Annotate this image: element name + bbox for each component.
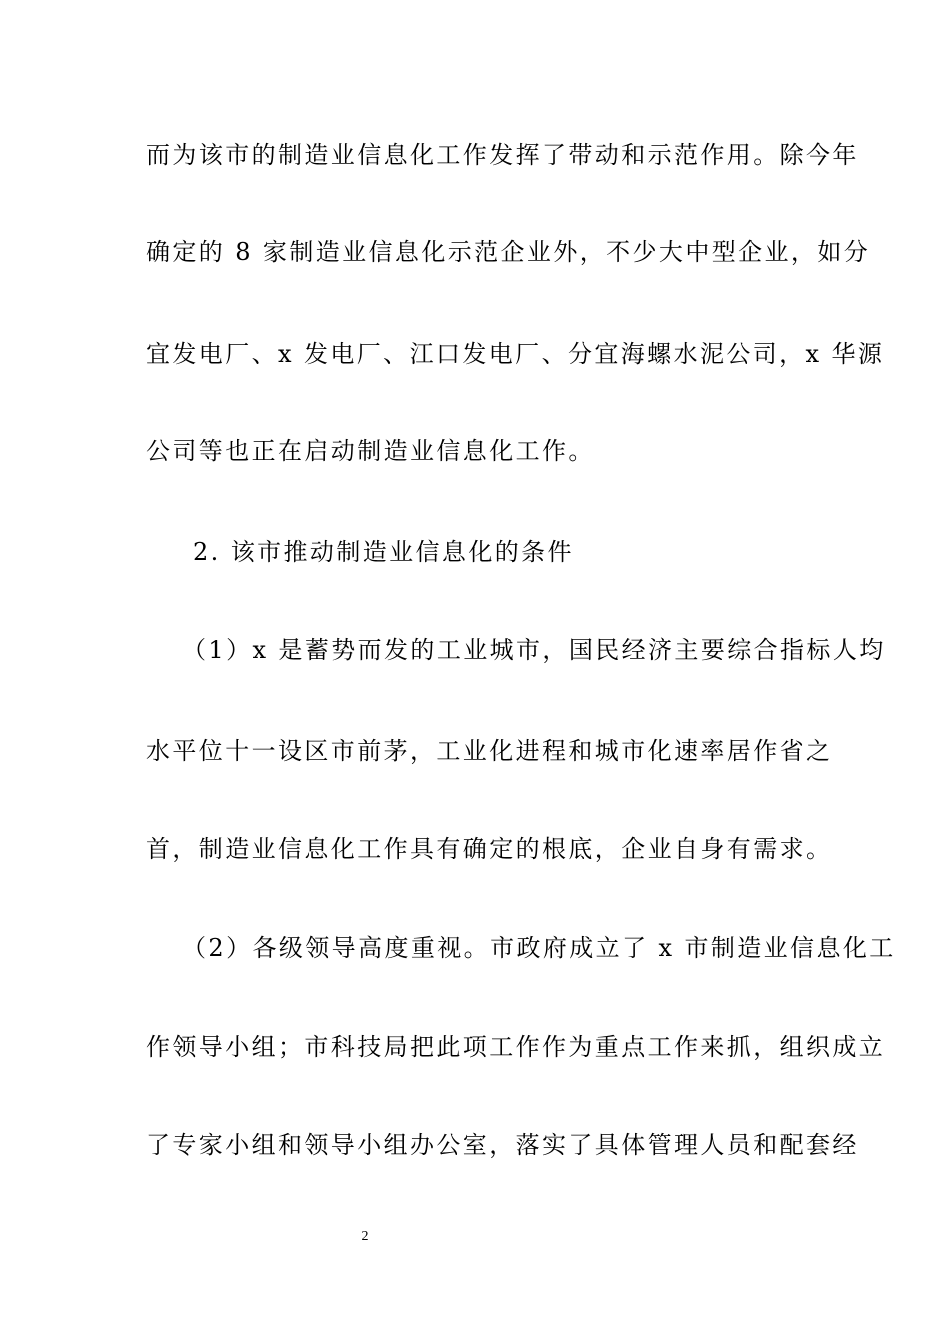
body-text-line: 了专家小组和领导小组办公室，落实了具体管理人员和配套经 xyxy=(146,1131,859,1159)
body-text-line: （1）x 是蓄势而发的工业城市，国民经济主要综合指标人均 xyxy=(182,636,886,664)
body-text-line: 首，制造业信息化工作具有确定的根底，企业自身有需求。 xyxy=(146,835,833,863)
body-text-line: （2）各级领导高度重视。市政府成立了 x 市制造业信息化工 xyxy=(182,934,896,962)
body-text-line: 水平位十一设区市前茅，工业化进程和城市化速率居作省之 xyxy=(146,737,833,765)
body-text-line: 确定的 8 家制造业信息化示范企业外，不少大中型企业，如分 xyxy=(146,238,871,266)
body-text-line: 作领导小组；市科技局把此项工作作为重点工作来抓，组织成立 xyxy=(146,1033,886,1061)
body-text-line: 公司等也正在启动制造业信息化工作。 xyxy=(146,437,595,465)
page-number: 2 xyxy=(361,1229,369,1244)
body-text-line: 而为该市的制造业信息化工作发挥了带动和示范作用。除今年 xyxy=(146,141,859,169)
section-heading: 2. 该市推动制造业信息化的条件 xyxy=(193,538,574,566)
body-text-line: 宜发电厂、x 发电厂、江口发电厂、分宜海螺水泥公司，x 华源 xyxy=(146,340,885,368)
